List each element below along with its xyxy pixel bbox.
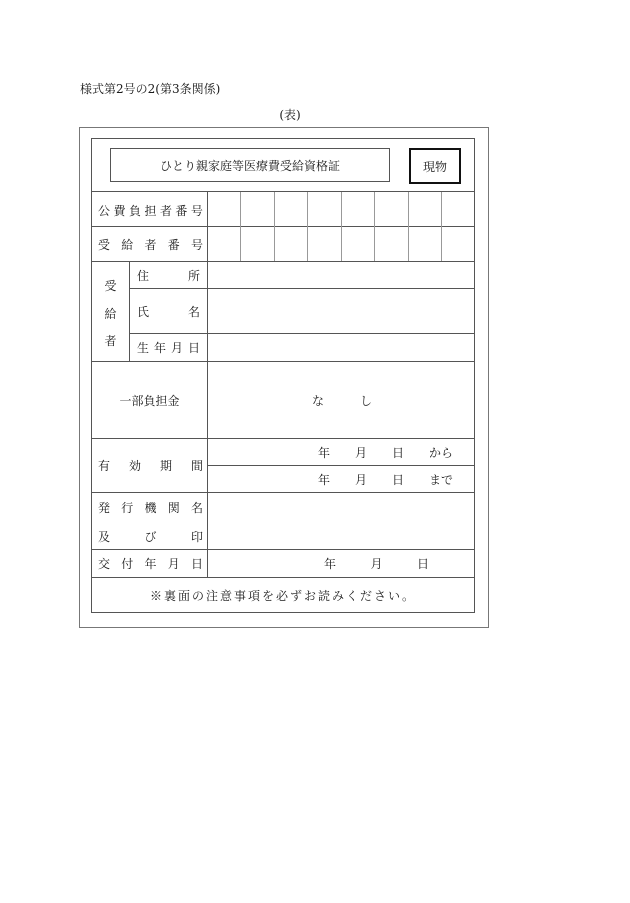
digit-divider bbox=[441, 192, 442, 261]
digit-divider bbox=[408, 192, 409, 261]
title-row bbox=[92, 139, 474, 192]
certificate-form bbox=[91, 138, 475, 613]
birthdate-label: 生 年 月 日 bbox=[137, 341, 200, 355]
certificate-title: ひとり親家庭等医療費受給資格証 bbox=[110, 148, 390, 182]
validity-to: 年 月 日 まで bbox=[318, 472, 453, 487]
notice: ※裏面の注意事項を必ずお読みください。 bbox=[149, 588, 416, 603]
digit-divider bbox=[341, 192, 342, 261]
side-label: (表) bbox=[279, 108, 301, 122]
digit-divider bbox=[240, 192, 241, 261]
issuer-label-2: 及 び 印 bbox=[98, 529, 203, 544]
form-number: 様式第2号の2(第3条関係) bbox=[80, 82, 221, 96]
address-label: 住 所 bbox=[137, 269, 200, 283]
validity-from: 年 月 日 から bbox=[318, 445, 453, 460]
copayment-label: 一部負担金 bbox=[119, 393, 180, 408]
issuer-label-1: 発 行 機 関 名 bbox=[98, 500, 203, 515]
digit-divider bbox=[374, 192, 375, 261]
recipient-group-divider bbox=[129, 261, 130, 361]
copayment-value: な し bbox=[312, 393, 372, 408]
rule-1 bbox=[92, 226, 474, 227]
issue-date-value: 年 月 日 bbox=[324, 557, 429, 571]
in-kind-badge: 現物 bbox=[409, 148, 461, 184]
digit-divider bbox=[274, 192, 275, 261]
recipient-group-label: 受 給 者 bbox=[104, 279, 117, 348]
public-payer-number-label: 公 費 負 担 者 番 号 bbox=[98, 203, 203, 218]
name-label: 氏 名 bbox=[137, 304, 200, 319]
validity-label: 有 効 期 間 bbox=[98, 459, 203, 473]
label-divider bbox=[207, 192, 208, 577]
rule-8 bbox=[92, 492, 474, 493]
issue-date-label: 交 付 年 月 日 bbox=[98, 557, 203, 571]
digit-divider bbox=[307, 192, 308, 261]
rule-2 bbox=[92, 261, 474, 262]
recipient-number-label: 受 給 者 番 号 bbox=[98, 238, 203, 252]
